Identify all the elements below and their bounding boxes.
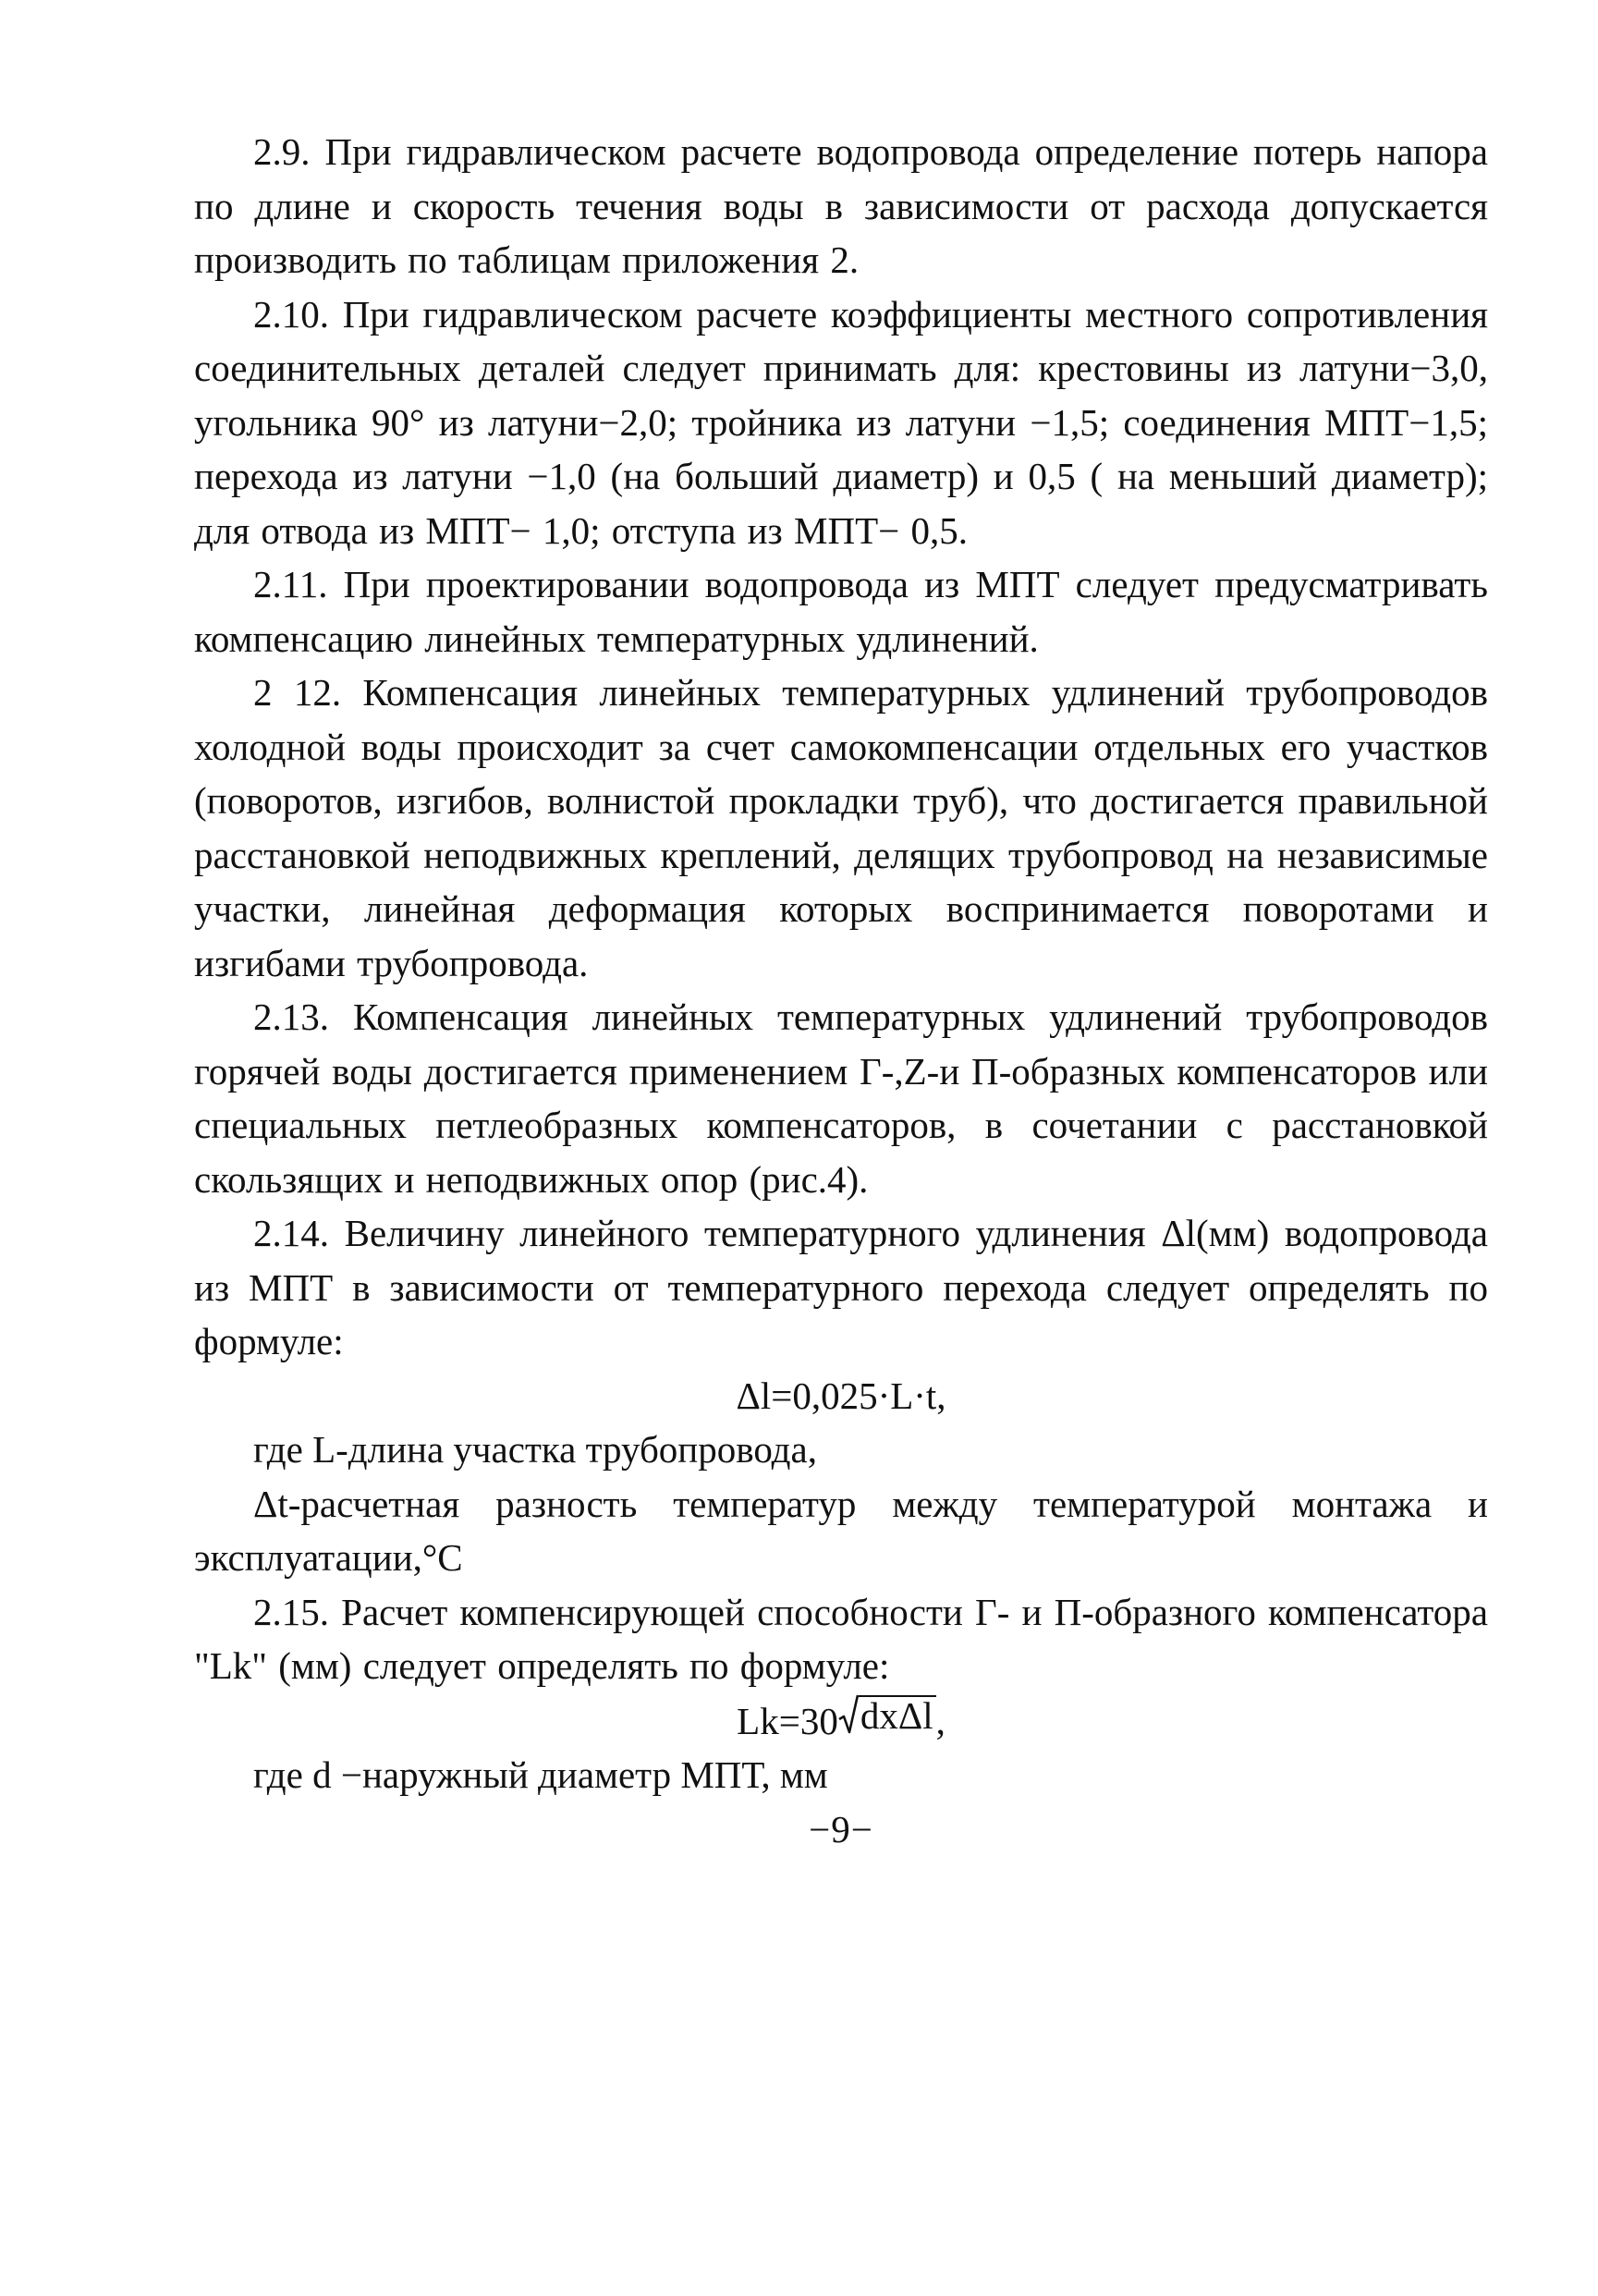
- formula-delta-l: Δl=0,025·L·t,: [736, 1374, 946, 1417]
- formula-lk: [194, 1693, 1488, 1749]
- square-root: [838, 1693, 936, 1737]
- definition-l: где L-длина участка трубопровода,: [253, 1428, 817, 1471]
- definition-d: где d −наружный диаметр МПТ, мм: [253, 1753, 828, 1796]
- formula-lk-suffix: ,: [935, 1699, 945, 1742]
- document-page: [194, 125, 1488, 1856]
- page-number: −9−: [809, 1807, 873, 1850]
- paragraph-2-15: 2.15. Расчет компенсирующей способности Г- и П-образного компенсатора "Lk" (мм) следует определять по формуле:: [194, 1590, 1488, 1687]
- paragraph-2-10: 2.10. При гидравлическом расчете коэффициенты местного сопротивления соединительных деталей следует принимать для: крестовины из латуни−3,0, угольника 90° из латуни−2,0; тройника из латуни −1,5; соединения МПТ−1,5; перехода из латуни −1,0 (на больший диаметр) и 0,5 ( на меньший диаметр); для отвода из МПТ− 1,0; отступа из МПТ− 0,5.: [194, 292, 1488, 552]
- formula-lk-radicand: dxΔl: [859, 1695, 936, 1734]
- definition-delta-t: Δt-расчетная разность температур между температурой монтажа и эксплуатации,°С: [194, 1482, 1488, 1579]
- paragraph-2-11: 2.11. При проектировании водопровода из МПТ следует предусматривать компенсацию линейных температурных удлинений.: [194, 563, 1488, 660]
- radical-sign-icon: [838, 1693, 859, 1734]
- paragraph-2-9: 2.9. При гидравлическом расчете водопровода определение потерь напора по длине и скорость течения воды в зависимости от расхода допускается производить по таблицам приложения 2.: [194, 130, 1488, 281]
- paragraph-2-12: 2 12. Компенсация линейных температурных удлинений трубопроводов холодной воды происходит за счет самокомпенсации отдельных его участков (поворотов, изгибов, волнистой прокладки труб), что достигается правильной расстановкой неподвижных креплений, делящих трубопровод на независимые участки, линейная деформация которых воспринимается поворотами и изгибами трубопровода.: [194, 671, 1488, 984]
- formula-lk-prefix: Lk=30: [737, 1699, 838, 1742]
- paragraph-2-13: 2.13. Компенсация линейных температурных удлинений трубопроводов горячей воды достигается применением Г-,Z-и П-образных компенсаторов или специальных петлеобразных компенсаторов, в сочетании с расстановкой скользящих и неподвижных опор (рис.4).: [194, 995, 1488, 1201]
- paragraph-2-14: 2.14. Величину линейного температурного удлинения Δl(мм) водопровода из МПТ в зависимости от температурного перехода следует определять по формуле:: [194, 1212, 1488, 1362]
